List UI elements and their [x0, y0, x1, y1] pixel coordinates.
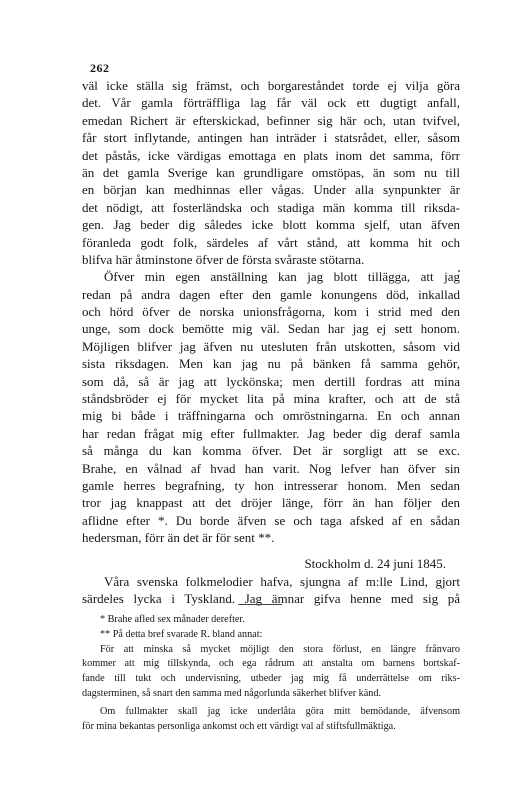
text-line: Brahe, en vålnad af hvad han varit. Nog lefver han öfver sin [82, 460, 460, 476]
text-line: emedan Richert är efterskickad, befinner sig här och, utan tvifvel, [82, 112, 460, 128]
text-line: aflidne efter *. Du borde äfven se och taga afsked af en sådan [82, 512, 460, 528]
text-line: det påstås, icke värdigas emottaga en plats inom det samma, förr [82, 147, 460, 163]
text-line: och hörd öfver de norska unionsfrågorna, kom i strid med den [82, 304, 460, 320]
main-text [82, 77, 460, 607]
footnote-line: * Brahe afled sex månader derefter. [100, 614, 245, 625]
letter-dateline: Stockholm d. 24 juni 1845. [304, 555, 446, 571]
text-line: ståndsbröder ej för mycket lita på mina krafter, och att de stå [82, 391, 460, 407]
footnote-line: Om fullmakter skall jag icke underlåta göra mitt bemödande, äfvensom [100, 705, 460, 717]
footnote-line: kommer att mig tillskynda, och ega rådrum att anstalta om barnens bortskaf- [82, 658, 460, 670]
text-line: unge, som dock bemötte mig väl. Sedan har jag ej sett honom. [82, 321, 460, 337]
paragraph-start-line: Våra svenska folkmelodier hafva, sjungna af m:lle Lind, gjort [104, 573, 460, 589]
text-line: väl icke ställa sig främst, och borgareståndet torde ej vilja göra [82, 78, 460, 93]
text-line: Möjligen blifver jag äfven nu utesluten från utskotten, såsom vid [82, 338, 460, 354]
text-line: mig bi både i träffningarna och omröstningarna. En och annan [82, 408, 460, 424]
text-line: gen. Jag beder dig således icke blott komma sjelf, utan äfven [82, 217, 460, 233]
text-line: sista riksdagen. Men kan jag nu på bänken få samma gehör, [82, 356, 460, 372]
text-line: tror jag knappast att det dröjer länge, förr än han följer den [82, 495, 460, 511]
footnote-line: för mina bekantas personliga ankomst och ett värdigt val af stiftsfullmäktiga. [82, 720, 396, 732]
text-line: det. Vår gamla förträffliga lag får väl ock ett dugtigt anfall, [82, 95, 460, 111]
text-line: det nödigt, att fosterländska och stadiga män komma till riksda- [82, 199, 460, 215]
text-line: blifva här åtminstone öfver de första svåraste stötarna. [82, 251, 365, 267]
text-line: en början kan medhinnas eller vågas. Under alla synpunkter är [82, 182, 460, 198]
text-line: har redan frågat mig efter fullmakter. Jag beder dig deraf samla [82, 425, 460, 441]
footnote-line: För att minska så mycket möjligt den stora förlust, en längre frånvaro [100, 643, 460, 655]
footnote-divider [238, 604, 282, 605]
text-line: gamle herres begrafning, ty hon intresserar honom. Men sedan [82, 477, 460, 493]
footnote-line: dagsterminen, så snart den samma med någorlunda säkerhet blifver känd. [82, 687, 382, 699]
text-line: föranleda godt folk, särdeles af vårt stånd, att komma hit och [82, 234, 460, 250]
footnote-line: fande till tukt och undervisning, utbeder jag mig få underrättelse om riks- [82, 673, 460, 685]
text-line: som då, så är jag att lyckönska; men dertill fordras att mina [82, 373, 460, 389]
footnotes [82, 613, 460, 734]
text-line: så många du kan komma öfver. Det är sorgligt att se exc. [82, 443, 460, 459]
paragraph-start-line: Öfver min egen anställning kan jag blott tillägga, att jag [104, 269, 460, 285]
text-line: hedersman, förr än det är för sent **. [82, 530, 275, 546]
text-line: redan på andra dagen efter den gamle konungens död, inkallad [82, 286, 460, 302]
text-line: än det gamla Sverige kan grundligare omstöpas, än som nu till [82, 164, 460, 180]
text-line: särdeles lycka i Tyskland. Jag ämnar gifva henne med sig på [82, 590, 460, 606]
text-line: får stort inflytande, antingen han inträder i statsrådet, eller, såsom [82, 130, 460, 146]
footnote-line: ** På detta bref svarade R. bland annat: [100, 628, 263, 640]
page-number: 262 [90, 61, 110, 75]
